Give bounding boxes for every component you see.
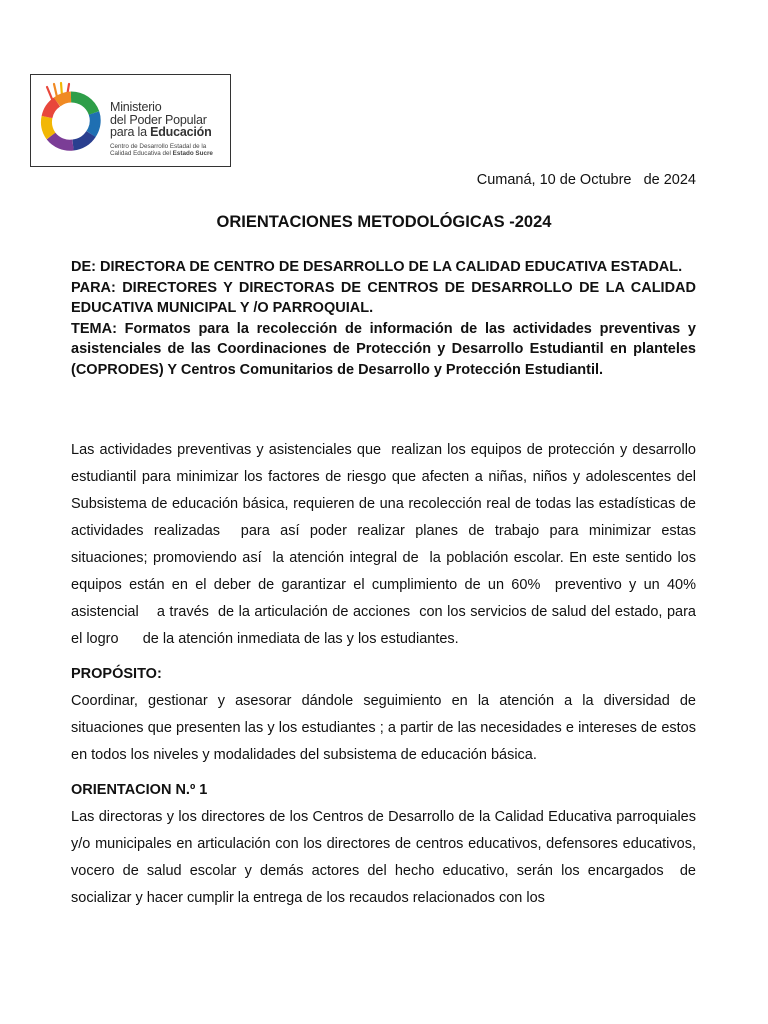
- memo-to: PARA: DIRECTORES Y DIRECTORAS DE CENTROS DE DESARROLLO DE LA CALIDAD EDUCATIVA MUNICIPAL Y /O PARROQUIAL.: [71, 279, 696, 316]
- logo-line-3: [110, 126, 213, 139]
- logo-subtitle-1: Centro de Desarrollo Estadal de la: [110, 142, 207, 150]
- document-date: Cumaná, 10 de Octubre de 2024: [476, 172, 696, 188]
- ministry-logo: [30, 74, 231, 167]
- ministry-emblem-icon: [33, 81, 109, 157]
- logo-line-2: del Poder Popular: [110, 112, 207, 127]
- logo-line-3-prefix: para la: [110, 125, 151, 139]
- ministry-name: [110, 101, 213, 158]
- memo-subject: TEMA: Formatos para la recolección de información de las actividades preventivas y asistenciales de las Coordinaciones de Protección y Desarrollo Estudiantil en planteles (COPRODES) Y Centros Comunitarios de Desarrollo y Protección Estudiantil.: [71, 320, 696, 378]
- purpose-paragraph: Coordinar, gestionar y asesorar dándole seguimiento en la atención a la diversidad de situaciones que presenten las y los estudiantes ; a partir de las necesidades e intereses de estos en todos los niveles y modalidades del subsistema de educación básica.: [71, 693, 701, 763]
- logo-subtitle-2-prefix: Calidad Educativa del: [110, 150, 173, 157]
- purpose-heading: PROPÓSITO:: [71, 666, 162, 682]
- logo-line-3-bold: Educación: [150, 125, 212, 139]
- logo-subtitle-2: [110, 150, 213, 158]
- orientation-1-paragraph: Las directoras y los directores de los Centros de Desarrollo de la Calidad Educativa parroquiales y/o municipales en articulación con los directores de centros educativos, defensores educativos, vocero de salud escolar y demás actores del hecho educativo, serán los encargados de socializar y hacer cumplir la entrega de los recaudos relacionados con los: [71, 809, 701, 906]
- memo-header: [71, 257, 696, 380]
- logo-subtitle-2-bold: Estado Sucre: [172, 150, 213, 157]
- document-body: [71, 437, 705, 912]
- logo-line-1: Ministerio: [110, 100, 162, 114]
- memo-from: DE: DIRECTORA DE CENTRO DE DESARROLLO DE LA CALIDAD EDUCATIVA ESTADAL.: [71, 259, 683, 275]
- document-title: ORIENTACIONES METODOLÓGICAS -2024: [216, 213, 552, 231]
- intro-paragraph: Las actividades preventivas y asistenciales que realizan los equipos de protección y desarrollo estudiantil para minimizar los factores de riesgo que afecten a niñas, niños y adolescentes del Subsistema de educación básica, requieren de una recolección real de todas las estadísticas de actividades realizadas para así poder realizar planes de trabajo para minimizar estas situaciones; promoviendo así la atención integral de la población escolar. En este sentido los equipos están en el deber de garantizar el cumplimiento de un 60% preventivo y un 40% asistencial a través de la articulación de acciones con los servicios de salud del estado, para el logro de la atención inmediata de las y los estudiantes.: [71, 442, 705, 647]
- orientation-1-heading: ORIENTACION N.º 1: [71, 782, 208, 798]
